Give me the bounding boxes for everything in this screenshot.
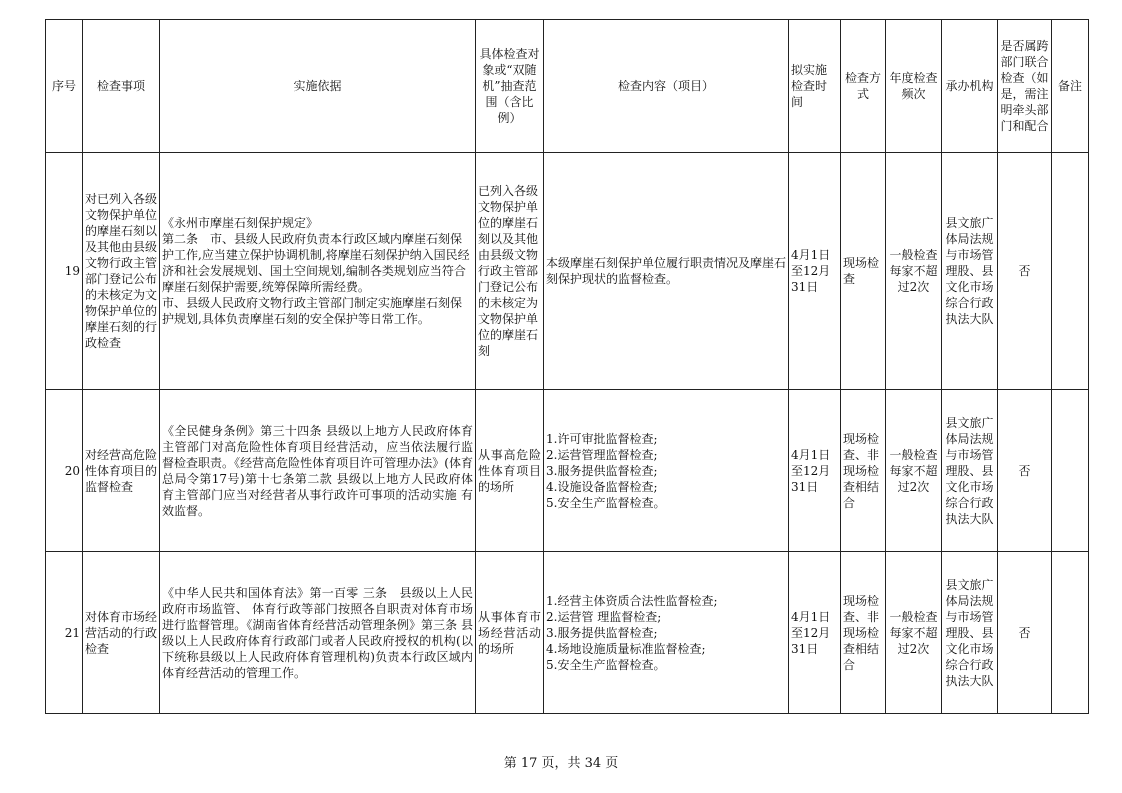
cell-note	[1052, 552, 1089, 714]
header-seq: 序号	[46, 20, 83, 153]
cell-freq: 一般检查每家不超过2次	[886, 153, 942, 390]
cell-note	[1052, 153, 1089, 390]
cell-time: 4月1日至12月31日	[789, 153, 841, 390]
cell-freq: 一般检查每家不超过2次	[886, 552, 942, 714]
header-joint: 是否属跨部门联合检查（如是，需注明牵头部门和配合	[998, 20, 1052, 153]
cell-basis: 《中华人民共和国体育法》第一百零 三条 县级以上人民政府市场监管、 体育行政等部门按照各自职责对体育市场进行监督管理。《湖南省体育经营活动管理条例》第三条 县级以上人民政府体育行政部门或者人民政府授权的机构(以下统称县级以上人民政府体育管理机构)负责本行政区域内体育经营活动的管理工作。	[160, 552, 476, 714]
cell-org: 县文旅广体局法规与市场管理股、县文化市场综合行政执法大队	[942, 153, 998, 390]
table-row	[46, 153, 1089, 390]
header-item: 检查事项	[83, 20, 160, 153]
cell-org: 县文旅广体局法规与市场管理股、县文化市场综合行政执法大队	[942, 552, 998, 714]
header-basis: 实施依据	[160, 20, 476, 153]
page-number: 第 17 页，共 34 页	[503, 756, 619, 771]
cell-time: 4月1日至12月31日	[789, 552, 841, 714]
cell-note	[1052, 390, 1089, 552]
cell-item: 对体育市场经营活动的行政检查	[83, 552, 160, 714]
cell-content: 1.许可审批监督检查; 2.运营管理监督检查; 3.服务提供监督检查; 4.设施设备监督检查; 5.安全生产监督检查。	[544, 390, 789, 552]
header-row	[46, 20, 1089, 153]
cell-joint: 否	[998, 552, 1052, 714]
header-note: 备注	[1052, 20, 1089, 153]
cell-scope: 从事高危险性体育项目的场所	[476, 390, 544, 552]
header-time: 拟实施检查时间	[789, 20, 841, 153]
cell-scope: 已列入各级文物保护单位的摩崖石刻以及其他由县级文物行政主管部门登记公布的未核定为文物保护单位的摩崖石刻	[476, 153, 544, 390]
cell-basis: 《全民健身条例》第三十四条 县级以上地方人民政府体育主管部门对高危险性体育项目经营活动，应当依法履行监督检查职责。《经营高危险性体育项目许可管理办法》(体育总局令第17号)第十七条第二款 县级以上地方人民政府体育主管部门应当对经营者从事行政许可事项的活动实施 有效监督。	[160, 390, 476, 552]
header-scope: 具体检查对象或“双随机”抽查范围（含比例）	[476, 20, 544, 153]
cell-content: 本级摩崖石刻保护单位履行职责情况及摩崖石刻保护现状的监督检查。	[544, 153, 789, 390]
cell-time: 4月1日至12月31日	[789, 390, 841, 552]
table-row	[46, 552, 1089, 714]
cell-basis: 《永州市摩崖石刻保护规定》 第二条 市、县级人民政府负责本行政区域内摩崖石刻保护工作,应当建立保护协调机制,将摩崖石刻保护纳入国民经济和社会发展规划、国土空间规划,编制各类规划应当符合摩崖石刻保护需要,统筹保障所需经费。 市、县级人民政府文物行政主管部门制定实施摩崖石刻保护规划,具体负责摩崖石刻的安全保护等日常工作。	[160, 153, 476, 390]
cell-item: 对经营高危险性体育项目的监督检查	[83, 390, 160, 552]
cell-method: 现场检查	[841, 153, 886, 390]
cell-seq: 21	[46, 552, 83, 714]
inspection-table	[45, 19, 1089, 714]
cell-joint: 否	[998, 153, 1052, 390]
header-org: 承办机构	[942, 20, 998, 153]
cell-org: 县文旅广体局法规与市场管理股、县文化市场综合行政执法大队	[942, 390, 998, 552]
cell-method: 现场检查、非现场检查相结合	[841, 390, 886, 552]
cell-seq: 19	[46, 153, 83, 390]
cell-seq: 20	[46, 390, 83, 552]
cell-scope: 从事体育市场经营活动的场所	[476, 552, 544, 714]
cell-item: 对已列入各级文物保护单位的摩崖石刻以及其他由县级文物行政主管部门登记公布的未核定为文物保护单位的摩崖石刻的行政检查	[83, 153, 160, 390]
cell-freq: 一般检查每家不超过2次	[886, 390, 942, 552]
header-content: 检查内容（项目）	[544, 20, 789, 153]
cell-content: 1.经营主体资质合法性监督检查; 2.运营管 理监督检查; 3.服务提供监督检查; 4.场地设施质量标准监督检查; 5.安全生产监督检查。	[544, 552, 789, 714]
header-method: 检查方式	[841, 20, 886, 153]
cell-method: 现场检查、非现场检查相结合	[841, 552, 886, 714]
cell-joint: 否	[998, 390, 1052, 552]
header-freq: 年度检查频次	[886, 20, 942, 153]
table-row	[46, 390, 1089, 552]
